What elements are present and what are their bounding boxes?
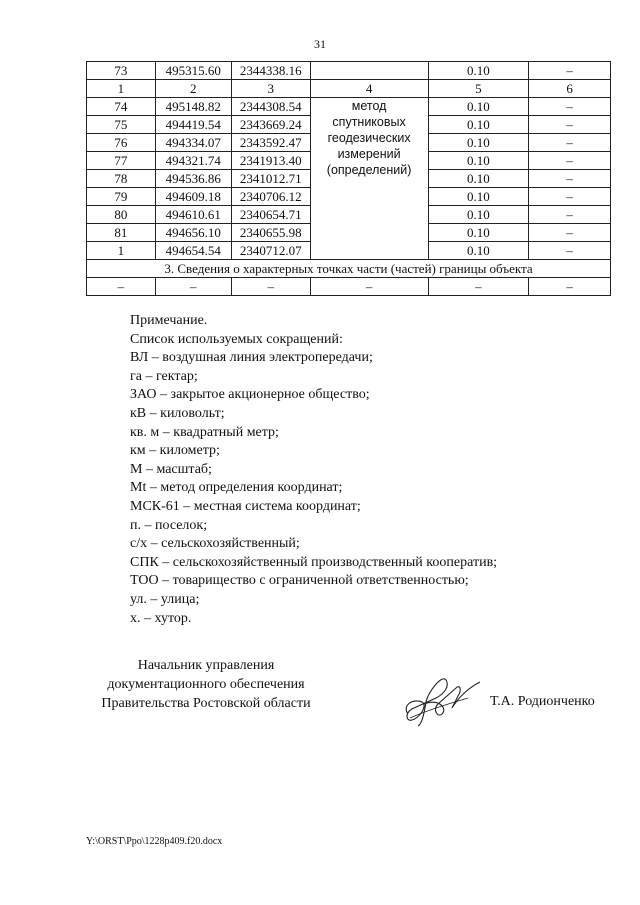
abbreviation-item: км – километр; [130, 443, 220, 459]
abbreviation-item: МСК-61 – местная система координат; [130, 498, 361, 514]
abbreviation-item: ТОО – товарищество с ограниченной ответственностью; [130, 573, 469, 589]
table-row [87, 62, 611, 80]
abbreviation-item: ЗАО – закрытое акционерное общество; [130, 387, 370, 403]
table-cell: 2341012.71 [231, 170, 310, 188]
abbreviations-title: Список используемых сокращений: [130, 331, 343, 347]
table-cell: 77 [87, 152, 156, 170]
table-cell: – [529, 98, 611, 116]
notes-section [130, 312, 497, 628]
abbreviation-item: М – масштаб; [130, 461, 212, 477]
table-cell: 494334.07 [155, 134, 231, 152]
abbreviation-item: кВ – киловольт; [130, 405, 225, 421]
table-cell: 0.10 [428, 152, 529, 170]
column-number: 3 [231, 80, 310, 98]
abbreviation-item: кв. м – квадратный метр; [130, 424, 279, 440]
table-cell: 495315.60 [155, 62, 231, 80]
table-cell: 494419.54 [155, 116, 231, 134]
table-cell: 494536.86 [155, 170, 231, 188]
table-cell: 1 [87, 242, 156, 260]
table-cell: 81 [87, 224, 156, 242]
table-cell: 2340654.71 [231, 206, 310, 224]
abbreviation-item: СПК – сельскохозяйственный производственный кооператив; [130, 554, 498, 570]
table-cell: 2341913.40 [231, 152, 310, 170]
table-cell: 494654.54 [155, 242, 231, 260]
table-cell: 494656.10 [155, 224, 231, 242]
position-line: Правительства Ростовской области [101, 696, 311, 711]
table-cell: 78 [87, 170, 156, 188]
table-cell: 74 [87, 98, 156, 116]
table-cell [310, 62, 428, 80]
table-cell: – [529, 62, 611, 80]
table-row [87, 98, 611, 116]
table-cell: 79 [87, 188, 156, 206]
table-cell: – [529, 224, 611, 242]
method-line: метод [351, 99, 387, 113]
section-title-row [87, 260, 611, 278]
table-cell: – [231, 278, 310, 296]
table-cell: 494321.74 [155, 152, 231, 170]
table-cell: 0.10 [428, 224, 529, 242]
method-cell [310, 98, 428, 260]
table-cell: – [529, 242, 611, 260]
page-number: 31 [314, 37, 326, 51]
column-number: 5 [428, 80, 529, 98]
table-cell: 76 [87, 134, 156, 152]
notes-title: Примечание. [130, 313, 208, 328]
abbreviation-item: х. – хутор. [130, 610, 192, 626]
position-line: документационного обеспечения [107, 677, 305, 692]
table-cell: 2343592.47 [231, 134, 310, 152]
method-line: (определений) [326, 163, 412, 177]
method-line: геодезических [327, 131, 411, 145]
table-cell: – [428, 278, 529, 296]
table-cell: 494609.18 [155, 188, 231, 206]
table-cell: 494610.61 [155, 206, 231, 224]
column-number: 1 [87, 80, 156, 98]
abbreviation-item: ул. – улица; [130, 591, 200, 607]
table-cell: – [529, 188, 611, 206]
table-cell: 75 [87, 116, 156, 134]
table-cell: – [529, 116, 611, 134]
section-title: 3. Сведения о характерных точках части (частей) границы объекта [87, 260, 611, 278]
table-cell: 0.10 [428, 242, 529, 260]
handwritten-signature [398, 668, 486, 728]
table-cell: 0.10 [428, 170, 529, 188]
table-cell: 0.10 [428, 206, 529, 224]
table-cell: 0.10 [428, 188, 529, 206]
table-cell: 0.10 [428, 98, 529, 116]
abbreviation-item: Mt – метод определения координат; [130, 480, 343, 496]
abbreviation-item: ВЛ – воздушная линия электропередачи; [130, 350, 373, 366]
table-cell: 2344338.16 [231, 62, 310, 80]
table-cell: 495148.82 [155, 98, 231, 116]
table-cell: 73 [87, 62, 156, 80]
abbreviation-item: с/х – сельскохозяйственный; [130, 536, 300, 552]
table-cell: – [529, 134, 611, 152]
table-cell: 2340706.12 [231, 188, 310, 206]
table-header-row [87, 80, 611, 98]
column-number: 4 [310, 80, 428, 98]
table-cell: – [529, 170, 611, 188]
method-line: спутниковых [332, 115, 406, 129]
table-cell: 2343669.24 [231, 116, 310, 134]
table-cell: – [529, 278, 611, 296]
table-cell: 2340712.07 [231, 242, 310, 260]
table-cell: – [310, 278, 428, 296]
coordinates-table [86, 61, 611, 296]
file-path: Y:\ORST\Ppo\1228p409.f20.docx [86, 836, 223, 847]
signatory-name: Т.А. Родионченко [490, 694, 595, 709]
abbreviation-item: га – гектар; [130, 368, 198, 384]
table-cell: 2344308.54 [231, 98, 310, 116]
column-number: 2 [155, 80, 231, 98]
abbreviation-item: п. – поселок; [130, 517, 208, 533]
column-number: 6 [529, 80, 611, 98]
table-cell: – [529, 206, 611, 224]
table-cell: 80 [87, 206, 156, 224]
table-row [87, 278, 611, 296]
table-cell: 2340655.98 [231, 224, 310, 242]
table-cell: 0.10 [428, 134, 529, 152]
method-line: измерений [337, 147, 401, 161]
table-cell: – [529, 152, 611, 170]
signatory-position [86, 656, 326, 713]
table-cell: 0.10 [428, 62, 529, 80]
table-cell: – [155, 278, 231, 296]
table-cell: 0.10 [428, 116, 529, 134]
position-line: Начальник управления [137, 658, 275, 673]
table-cell: – [87, 278, 156, 296]
